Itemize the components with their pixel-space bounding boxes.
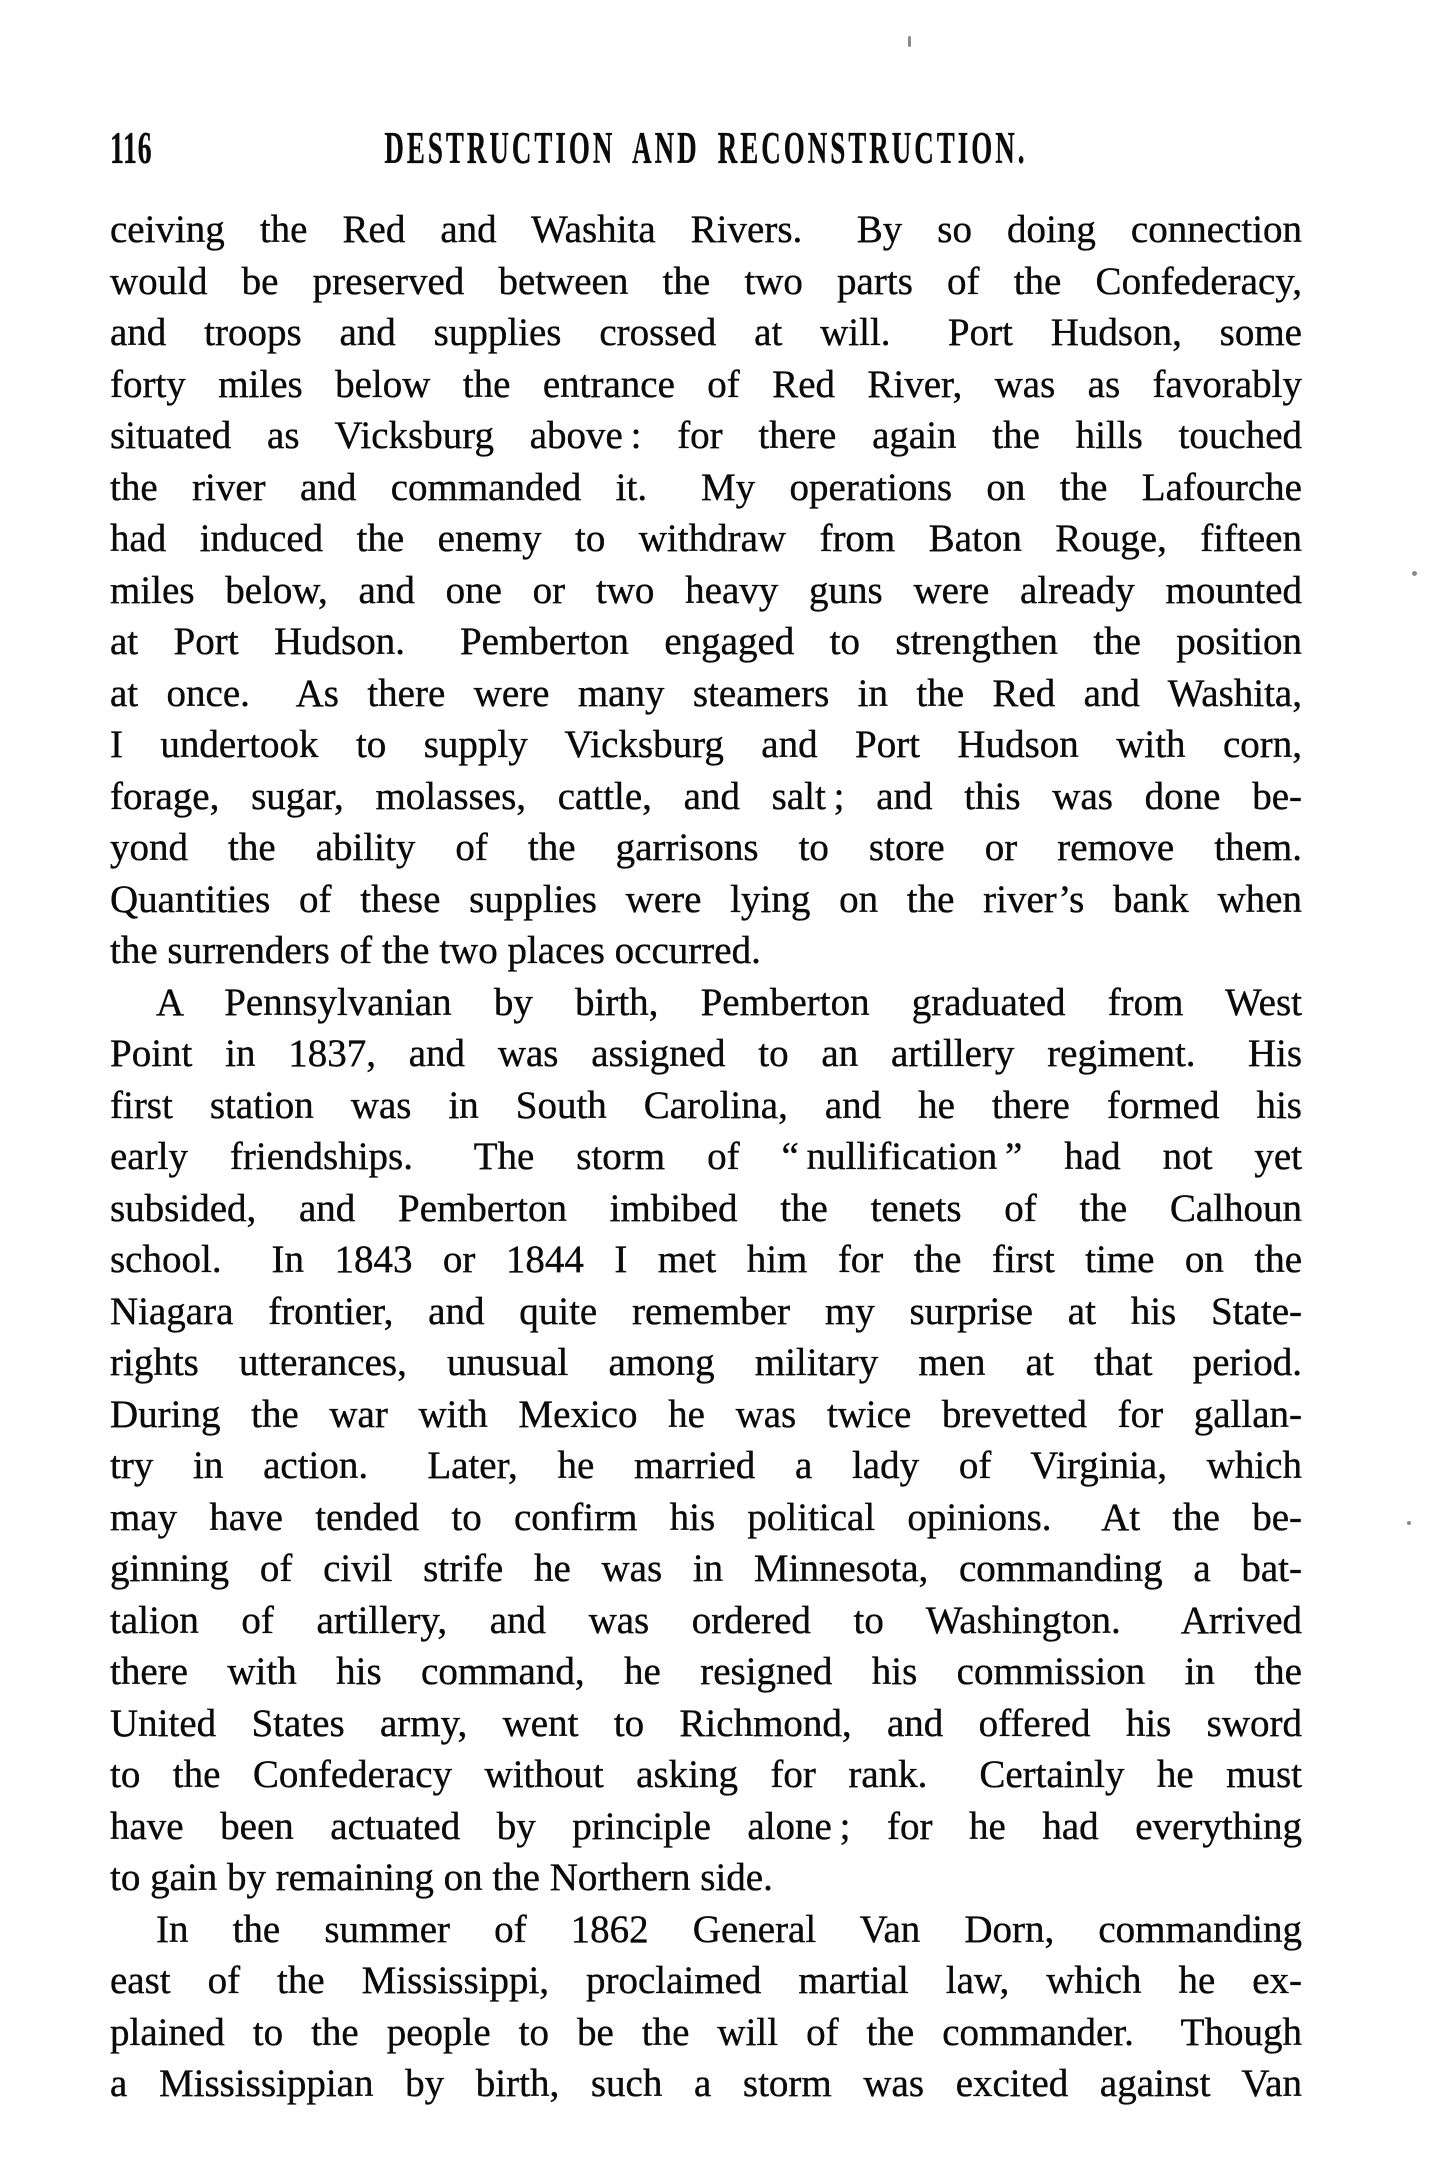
page-text (110, 204, 1302, 2110)
page-header (110, 122, 1302, 173)
text-line: ginning of civil strife he was in Minnesota, commanding a bat- (110, 1547, 1302, 1590)
scan-speck (1412, 571, 1417, 576)
text-line: rights utterances, unusual among military men at that period. (110, 1341, 1302, 1384)
text-line: situated as Vicksburg above : for there again the hills touched (110, 414, 1302, 457)
text-line: first station was in South Carolina, and he there formed his (110, 1083, 1302, 1127)
text-line: Quantities of these supplies were lying on the river’s bank when (110, 877, 1302, 921)
text-line: forty miles below the entrance of Red River, was as favorably (110, 362, 1302, 406)
text-line: to gain by remaining on the Northern side. (110, 1856, 773, 1899)
text-line: at once. As there were many steamers in the Red and Washita, (110, 671, 1302, 715)
text-line: Niagara frontier, and quite remember my surprise at his State- (110, 1289, 1302, 1333)
running-title: DESTRUCTION AND RECONSTRUCTION. (384, 123, 1028, 173)
text-line: east of the Mississippi, proclaimed martial law, which he ex- (110, 1959, 1302, 2002)
text-line: In the summer of 1862 General Van Dorn, commanding (156, 1907, 1302, 1951)
text-line: miles below, and one or two heavy guns were already mounted (110, 568, 1302, 612)
page-number: 116 (110, 123, 153, 173)
text-line: try in action. Later, he married a lady of Virginia, which (110, 1444, 1302, 1487)
text-line: subsided, and Pemberton imbibed the tenets of the Calhoun (110, 1186, 1302, 1230)
text-line: ceiving the Red and Washita Rivers. By so doing connection (110, 208, 1302, 251)
text-line: A Pennsylvanian by birth, Pemberton graduated from West (156, 980, 1302, 1024)
text-line: the surrenders of the two places occurred. (110, 929, 761, 972)
text-line: school. In 1843 or 1844 I met him for the first time on the (110, 1238, 1302, 1281)
text-line: During the war with Mexico he was twice brevetted for gallan- (110, 1392, 1302, 1436)
text-line: a Mississippian by birth, such a storm was excited against Van (110, 2062, 1302, 2105)
text-line: to the Confederacy without asking for rank. Certainly he must (110, 1753, 1302, 1796)
text-line: forage, sugar, molasses, cattle, and salt ; and this was done be- (110, 774, 1302, 818)
scan-speck (1407, 1521, 1411, 1525)
text-line: United States army, went to Richmond, and offered his sword (110, 1701, 1302, 1745)
text-line: Point in 1837, and was assigned to an artillery regiment. His (110, 1032, 1302, 1075)
text-line: talion of artillery, and was ordered to Washington. Arrived (110, 1598, 1302, 1642)
text-line: at Port Hudson. Pemberton engaged to strengthen the position (110, 620, 1302, 663)
text-line: may have tended to confirm his political opinions. At the be- (110, 1495, 1302, 1539)
text-line: plained to the people to be the will of the commander. Though (110, 2010, 1302, 2054)
text-line: and troops and supplies crossed at will. Port Hudson, some (110, 311, 1302, 354)
text-line: would be preserved between the two parts of the Confederacy, (110, 259, 1302, 303)
text-line: early friendships. The storm of “ nullification ” had not yet (110, 1135, 1302, 1178)
text-line: I undertook to supply Vicksburg and Port Hudson with corn, (110, 723, 1302, 766)
text-line: yond the ability of the garrisons to store or remove them. (110, 826, 1302, 869)
text-line: the river and commanded it. My operations on the Lafourche (110, 465, 1302, 509)
scan-speck (908, 36, 911, 47)
text-line: there with his command, he resigned his commission in the (110, 1650, 1302, 1693)
text-line: had induced the enemy to withdraw from Baton Rouge, fifteen (110, 517, 1302, 560)
text-line: have been actuated by principle alone ; for he had everything (110, 1804, 1302, 1848)
